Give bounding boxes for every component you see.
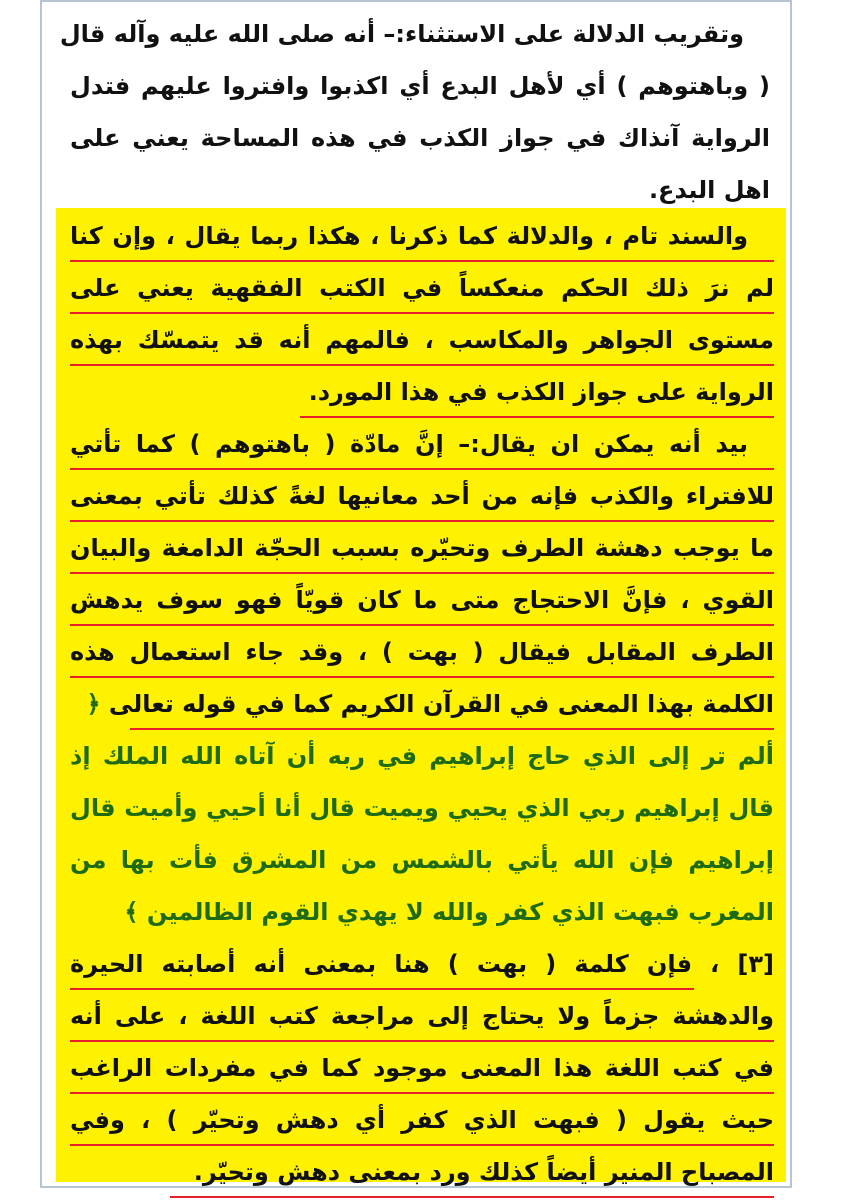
line-text: الطرف المقابل فيقال ( بهت ) ، وقد جاء استعمال هذه xyxy=(70,638,774,666)
text-line xyxy=(70,680,774,732)
line-text: بيد أنه يمكن ان يقال:– إنَّ مادّة ( باهتوهم ) كما تأتي xyxy=(70,430,748,458)
red-underline xyxy=(70,520,774,522)
line-text: لم نرَ ذلك الحكم منعكساً في الكتب الفقهية يعني على xyxy=(70,274,774,302)
red-underline xyxy=(130,728,774,730)
text-line: الرواية آنذاك في جواز الكذب في هذه المساحة يعني على xyxy=(70,124,770,152)
red-underline xyxy=(70,468,774,470)
text-line: اهل البدع. xyxy=(648,176,770,204)
highlighted-text-body xyxy=(70,212,774,1200)
red-underline xyxy=(170,1196,774,1198)
quran-verse-line: ألم تر إلى الذي حاج إبراهيم في ربه أن آتاه الله الملك إذ xyxy=(70,742,774,770)
line-text: والسند تام ، والدلالة كما ذكرنا ، هكذا ربما يقال ، وإن كنا xyxy=(70,222,748,250)
text-line xyxy=(70,1096,774,1148)
line-text: مستوى الجواهر والمكاسب ، فالمهم أنه قد يتمسّك بهذه xyxy=(70,326,774,354)
text-line xyxy=(70,420,774,472)
page-frame-top xyxy=(40,0,792,2)
line-text: الكلمة بهذا المعنى في القرآن الكريم كما في قوله تعالى xyxy=(108,690,774,718)
intro-paragraph xyxy=(59,10,770,218)
red-underline xyxy=(70,260,774,262)
red-underline xyxy=(300,416,774,418)
page-frame-right xyxy=(790,0,792,1188)
text-line xyxy=(70,628,774,680)
red-underline xyxy=(70,624,774,626)
line-text: في كتب اللغة هذا المعنى موجود كما في مفردات الراغب xyxy=(70,1054,774,1082)
text-line: ( وباهتوهم ) أي لأهل البدع أي اكذبوا وافتروا عليهم فتدل xyxy=(70,72,770,100)
text-line xyxy=(70,992,774,1044)
line-text: للافتراء والكذب فإنه من أحد معانيها لغةً كذلك تأتي بمعنى xyxy=(70,482,774,510)
red-underline xyxy=(70,676,774,678)
red-underline xyxy=(70,572,774,574)
page-frame-left xyxy=(40,0,42,1188)
red-underline xyxy=(70,1092,774,1094)
quran-close-ornament: ﴾ xyxy=(124,898,139,926)
red-underline xyxy=(70,1144,774,1146)
quran-verse-line: قال إبراهيم ربي الذي يحيي ويميت قال أنا أحيي وأميت قال xyxy=(70,794,774,822)
line-text: الرواية على جواز الكذب في هذا المورد. xyxy=(308,378,774,406)
text-line xyxy=(70,368,774,420)
text-line: وتقريب الدلالة على الاستثناء:– أنه صلى الله عليه وآله قال xyxy=(59,20,744,48)
red-underline xyxy=(70,312,774,314)
text-line xyxy=(70,1044,774,1096)
line-text: والدهشة جزماً ولا يحتاج إلى مراجعة كتب اللغة ، على أنه xyxy=(70,1002,774,1030)
line-text: [٣] ، فإن كلمة ( بهت ) هنا بمعنى أنه أصابته الحيرة xyxy=(70,950,774,978)
red-underline xyxy=(70,988,694,990)
text-line xyxy=(70,264,774,316)
quran-open-ornament: ﴿ xyxy=(86,690,101,718)
red-underline xyxy=(70,364,774,366)
quran-verse-line: إبراهيم فإن الله يأتي بالشمس من المشرق فأت بها من xyxy=(70,846,774,874)
text-line xyxy=(70,316,774,368)
text-line xyxy=(70,524,774,576)
text-line xyxy=(70,212,774,264)
line-text: المغرب فبهت الذي كفر والله لا يهدي القوم الظالمين xyxy=(146,898,774,926)
text-line xyxy=(70,940,774,992)
text-line xyxy=(70,1148,774,1200)
red-underline xyxy=(70,1040,774,1042)
text-line xyxy=(70,472,774,524)
line-text: ما يوجب دهشة الطرف وتحيّره بسبب الحجّة الدامغة والبيان xyxy=(70,534,774,562)
quran-verse-line xyxy=(70,888,774,940)
line-text: القوي ، فإنَّ الاحتجاج متى ما كان قويّاً فهو سوف يدهش xyxy=(70,586,774,614)
line-text: المصباح المنير أيضاً كذلك ورد بمعنى دهش وتحيّر. xyxy=(193,1158,774,1186)
text-line xyxy=(70,576,774,628)
line-text: حيث يقول ( فبهت الذي كفر أي دهش وتحيّر ) ، وفي xyxy=(70,1106,774,1134)
